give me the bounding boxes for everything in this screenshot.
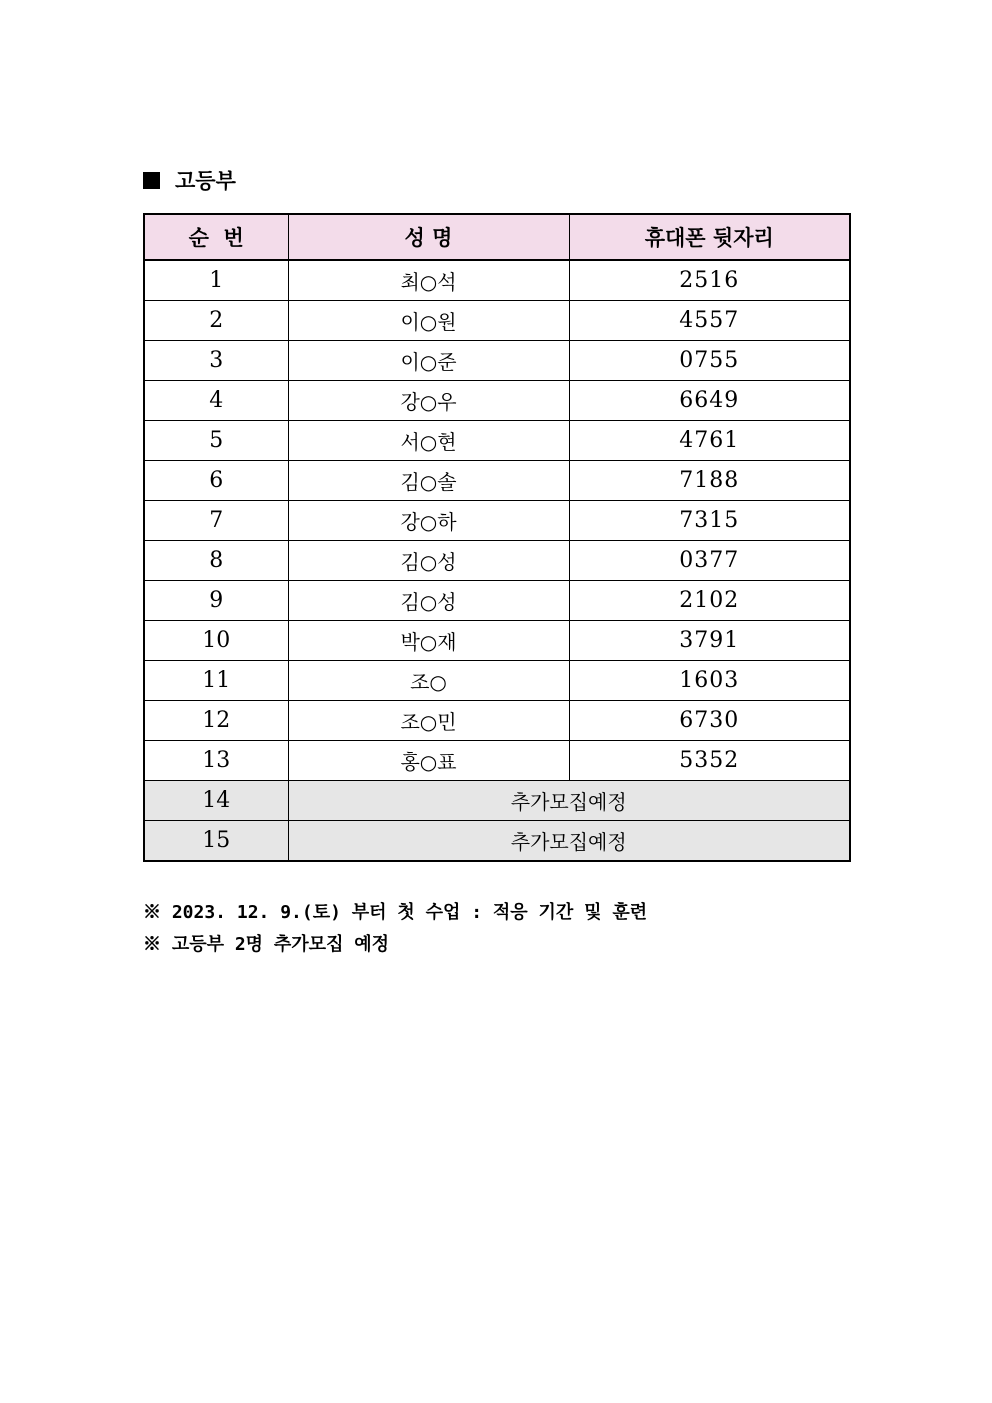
row-name: 조○ (288, 661, 569, 701)
row-number: 14 (144, 781, 288, 821)
row-number: 11 (144, 661, 288, 701)
table-row (144, 621, 850, 661)
row-name: 강○하 (288, 501, 569, 541)
black-square-icon (143, 172, 160, 189)
pending-note: 추가모집예정 (288, 781, 850, 821)
row-name: 최○석 (288, 260, 569, 301)
row-number: 6 (144, 461, 288, 501)
table-row (144, 341, 850, 381)
table-row (144, 461, 850, 501)
table-row (144, 581, 850, 621)
header-name: 성 명 (288, 214, 569, 260)
row-name: 김○성 (288, 581, 569, 621)
row-name: 강○우 (288, 381, 569, 421)
table-row (144, 421, 850, 461)
row-name: 조○민 (288, 701, 569, 741)
pending-row (144, 781, 850, 821)
row-phone: 5352 (569, 741, 850, 781)
pending-note: 추가모집예정 (288, 821, 850, 862)
table-row (144, 381, 850, 421)
row-phone: 1603 (569, 661, 850, 701)
row-phone: 0377 (569, 541, 850, 581)
table-row (144, 501, 850, 541)
table-row (144, 260, 850, 301)
table-row (144, 301, 850, 341)
row-number: 15 (144, 821, 288, 862)
row-name: 이○원 (288, 301, 569, 341)
row-phone: 7188 (569, 461, 850, 501)
row-name: 이○준 (288, 341, 569, 381)
row-number: 7 (144, 501, 288, 541)
row-phone: 4557 (569, 301, 850, 341)
table-header-row (144, 214, 850, 260)
header-phone: 휴대폰 뒷자리 (569, 214, 850, 260)
roster-table (143, 213, 851, 862)
row-phone: 7315 (569, 501, 850, 541)
row-name: 홍○표 (288, 741, 569, 781)
note-additional-recruitment: ※ 고등부 2명 추가모집 예정 (143, 934, 390, 955)
row-phone: 6649 (569, 381, 850, 421)
row-phone: 3791 (569, 621, 850, 661)
row-name: 김○성 (288, 541, 569, 581)
row-number: 4 (144, 381, 288, 421)
row-name: 박○재 (288, 621, 569, 661)
row-number: 2 (144, 301, 288, 341)
table-row (144, 661, 850, 701)
row-phone: 2102 (569, 581, 850, 621)
row-number: 8 (144, 541, 288, 581)
row-phone: 0755 (569, 341, 850, 381)
table-row (144, 701, 850, 741)
section-title: 고등부 (175, 169, 236, 193)
notes-block (143, 897, 647, 961)
row-phone: 2516 (569, 260, 850, 301)
row-number: 1 (144, 260, 288, 301)
section-heading (143, 166, 236, 194)
table-row (144, 741, 850, 781)
row-name: 김○솔 (288, 461, 569, 501)
row-number: 3 (144, 341, 288, 381)
row-number: 10 (144, 621, 288, 661)
row-number: 13 (144, 741, 288, 781)
pending-row (144, 821, 850, 862)
row-phone: 4761 (569, 421, 850, 461)
row-name: 서○현 (288, 421, 569, 461)
header-number: 순 번 (144, 214, 288, 260)
row-number: 9 (144, 581, 288, 621)
row-number: 5 (144, 421, 288, 461)
table-row (144, 541, 850, 581)
row-phone: 6730 (569, 701, 850, 741)
row-number: 12 (144, 701, 288, 741)
note-first-class: ※ 2023. 12. 9.(토) 부터 첫 수업 : 적응 기간 및 훈련 (143, 902, 648, 923)
